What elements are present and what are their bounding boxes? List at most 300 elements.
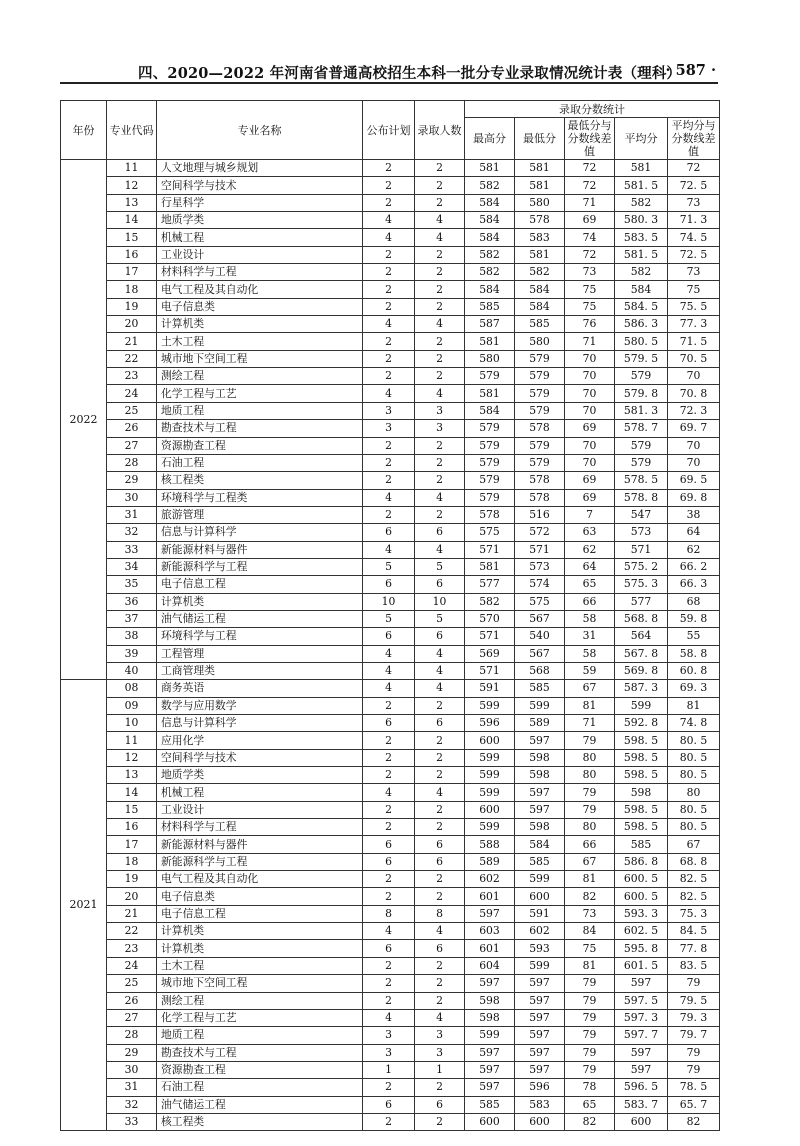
avg-cell: 597. 7 — [615, 1027, 668, 1044]
admitted-cell: 8 — [415, 905, 465, 922]
table-row — [61, 732, 720, 749]
avg-cell: 580. 3 — [615, 212, 668, 229]
avg-diff-cell: 58. 8 — [668, 645, 720, 662]
max-cell: 597 — [465, 975, 515, 992]
avg-diff-cell: 79. 5 — [668, 992, 720, 1009]
min-cell: 583 — [515, 1096, 565, 1113]
name-cell: 计算机类 — [157, 316, 363, 333]
name-cell: 地质学类 — [157, 767, 363, 784]
avg-diff-cell: 78. 5 — [668, 1079, 720, 1096]
avg-diff-cell: 82. 5 — [668, 888, 720, 905]
avg-diff-cell: 79. 7 — [668, 1027, 720, 1044]
min-cell: 578 — [515, 472, 565, 489]
code-cell: 22 — [107, 923, 157, 940]
name-cell: 油气储运工程 — [157, 1096, 363, 1113]
admitted-cell: 2 — [415, 957, 465, 974]
avg-diff-cell: 74. 8 — [668, 715, 720, 732]
code-cell: 37 — [107, 610, 157, 627]
name-cell: 工业设计 — [157, 246, 363, 263]
table-row — [61, 975, 720, 992]
min-cell: 575 — [515, 593, 565, 610]
min-diff-cell: 71 — [565, 333, 615, 350]
table-row — [61, 645, 720, 662]
code-cell: 35 — [107, 576, 157, 593]
table-row — [61, 160, 720, 177]
col-header-plan: 公布计划 — [363, 101, 415, 160]
name-cell: 环境科学与工程 — [157, 628, 363, 645]
table-row — [61, 1044, 720, 1061]
plan-cell: 2 — [363, 992, 415, 1009]
max-cell: 581 — [465, 333, 515, 350]
min-cell: 584 — [515, 298, 565, 315]
name-cell: 电子信息类 — [157, 888, 363, 905]
code-cell: 25 — [107, 402, 157, 419]
name-cell: 电气工程及其自动化 — [157, 871, 363, 888]
min-diff-cell: 82 — [565, 888, 615, 905]
avg-cell: 568. 8 — [615, 610, 668, 627]
name-cell: 石油工程 — [157, 454, 363, 471]
admitted-cell: 2 — [415, 749, 465, 766]
code-cell: 30 — [107, 1061, 157, 1078]
code-cell: 24 — [107, 385, 157, 402]
min-diff-cell: 7 — [565, 506, 615, 523]
max-cell: 571 — [465, 628, 515, 645]
table-row — [61, 836, 720, 853]
table-row — [61, 576, 720, 593]
admitted-cell: 3 — [415, 402, 465, 419]
min-diff-cell: 79 — [565, 1061, 615, 1078]
max-cell: 579 — [465, 368, 515, 385]
min-diff-cell: 84 — [565, 923, 615, 940]
avg-diff-cell: 66. 3 — [668, 576, 720, 593]
table-row — [61, 1009, 720, 1026]
avg-diff-cell: 65. 7 — [668, 1096, 720, 1113]
avg-diff-cell: 84. 5 — [668, 923, 720, 940]
min-cell: 597 — [515, 1061, 565, 1078]
col-header-name: 专业名称 — [157, 101, 363, 160]
code-cell: 13 — [107, 194, 157, 211]
code-cell: 26 — [107, 420, 157, 437]
code-cell: 40 — [107, 662, 157, 679]
avg-cell: 598. 5 — [615, 767, 668, 784]
avg-cell: 581. 5 — [615, 246, 668, 263]
min-diff-cell: 66 — [565, 593, 615, 610]
col-header-max: 最高分 — [465, 118, 515, 160]
code-cell: 25 — [107, 975, 157, 992]
max-cell: 582 — [465, 593, 515, 610]
plan-cell: 2 — [363, 454, 415, 471]
admitted-cell: 5 — [415, 610, 465, 627]
avg-diff-cell: 67 — [668, 836, 720, 853]
table-row — [61, 420, 720, 437]
code-cell: 14 — [107, 784, 157, 801]
avg-diff-cell: 38 — [668, 506, 720, 523]
code-cell: 12 — [107, 177, 157, 194]
avg-cell: 599 — [615, 697, 668, 714]
code-cell: 18 — [107, 281, 157, 298]
admitted-cell: 5 — [415, 558, 465, 575]
avg-cell: 584. 5 — [615, 298, 668, 315]
min-diff-cell: 79 — [565, 992, 615, 1009]
avg-diff-cell: 59. 8 — [668, 610, 720, 627]
min-diff-cell: 79 — [565, 1044, 615, 1061]
code-cell: 12 — [107, 749, 157, 766]
code-cell: 16 — [107, 819, 157, 836]
max-cell: 603 — [465, 923, 515, 940]
table-row — [61, 264, 720, 281]
min-diff-cell: 70 — [565, 368, 615, 385]
min-cell: 593 — [515, 940, 565, 957]
avg-diff-cell: 70 — [668, 368, 720, 385]
table-row — [61, 957, 720, 974]
avg-diff-cell: 80 — [668, 784, 720, 801]
plan-cell: 2 — [363, 264, 415, 281]
plan-cell: 2 — [363, 368, 415, 385]
min-cell: 597 — [515, 992, 565, 1009]
name-cell: 新能源科学与工程 — [157, 853, 363, 870]
code-cell: 17 — [107, 264, 157, 281]
name-cell: 电子信息类 — [157, 298, 363, 315]
min-cell: 572 — [515, 524, 565, 541]
table-row — [61, 871, 720, 888]
plan-cell: 2 — [363, 801, 415, 818]
min-cell: 579 — [515, 385, 565, 402]
min-diff-cell: 70 — [565, 437, 615, 454]
table-row — [61, 177, 720, 194]
plan-cell: 2 — [363, 957, 415, 974]
name-cell: 新能源材料与器件 — [157, 541, 363, 558]
name-cell: 商务英语 — [157, 680, 363, 697]
code-cell: 39 — [107, 645, 157, 662]
min-cell: 602 — [515, 923, 565, 940]
avg-diff-cell: 71. 5 — [668, 333, 720, 350]
min-diff-cell: 70 — [565, 350, 615, 367]
avg-diff-cell: 79 — [668, 975, 720, 992]
avg-diff-cell: 69. 3 — [668, 680, 720, 697]
admitted-cell: 4 — [415, 680, 465, 697]
name-cell: 行星科学 — [157, 194, 363, 211]
min-diff-cell: 75 — [565, 281, 615, 298]
admitted-cell: 6 — [415, 853, 465, 870]
max-cell: 589 — [465, 853, 515, 870]
plan-cell: 2 — [363, 871, 415, 888]
avg-diff-cell: 72. 3 — [668, 402, 720, 419]
min-diff-cell: 74 — [565, 229, 615, 246]
avg-cell: 597. 5 — [615, 992, 668, 1009]
min-cell: 579 — [515, 350, 565, 367]
avg-cell: 598. 5 — [615, 732, 668, 749]
min-diff-cell: 81 — [565, 697, 615, 714]
avg-diff-cell: 69. 5 — [668, 472, 720, 489]
avg-cell: 580. 5 — [615, 333, 668, 350]
table-row — [61, 489, 720, 506]
max-cell: 597 — [465, 905, 515, 922]
admitted-cell: 2 — [415, 801, 465, 818]
plan-cell: 3 — [363, 402, 415, 419]
max-cell: 577 — [465, 576, 515, 593]
admitted-cell: 6 — [415, 1096, 465, 1113]
avg-cell: 592. 8 — [615, 715, 668, 732]
min-cell: 567 — [515, 610, 565, 627]
avg-cell: 595. 8 — [615, 940, 668, 957]
admitted-cell: 1 — [415, 1061, 465, 1078]
name-cell: 勘查技术与工程 — [157, 420, 363, 437]
table-row — [61, 992, 720, 1009]
avg-cell: 598. 5 — [615, 801, 668, 818]
table-row — [61, 368, 720, 385]
admitted-cell: 2 — [415, 350, 465, 367]
plan-cell: 2 — [363, 506, 415, 523]
avg-diff-cell: 66. 2 — [668, 558, 720, 575]
avg-cell: 597 — [615, 1044, 668, 1061]
admitted-cell: 10 — [415, 593, 465, 610]
max-cell: 598 — [465, 992, 515, 1009]
avg-cell: 575. 2 — [615, 558, 668, 575]
page-header — [60, 62, 718, 84]
avg-diff-cell: 80. 5 — [668, 767, 720, 784]
admitted-cell: 2 — [415, 819, 465, 836]
admitted-cell: 3 — [415, 1044, 465, 1061]
avg-cell: 581 — [615, 160, 668, 177]
min-diff-cell: 80 — [565, 749, 615, 766]
min-diff-cell: 79 — [565, 1027, 615, 1044]
min-diff-cell: 72 — [565, 246, 615, 263]
min-cell: 585 — [515, 853, 565, 870]
code-cell: 20 — [107, 888, 157, 905]
admitted-cell: 6 — [415, 628, 465, 645]
plan-cell: 2 — [363, 298, 415, 315]
code-cell: 11 — [107, 732, 157, 749]
avg-diff-cell: 70. 8 — [668, 385, 720, 402]
admitted-cell: 2 — [415, 506, 465, 523]
max-cell: 570 — [465, 610, 515, 627]
table-row — [61, 385, 720, 402]
min-diff-cell: 71 — [565, 194, 615, 211]
min-cell: 600 — [515, 888, 565, 905]
avg-diff-cell: 74. 5 — [668, 229, 720, 246]
avg-diff-cell: 81 — [668, 697, 720, 714]
min-diff-cell: 79 — [565, 732, 615, 749]
max-cell: 581 — [465, 558, 515, 575]
plan-cell: 2 — [363, 732, 415, 749]
min-cell: 578 — [515, 420, 565, 437]
plan-cell: 2 — [363, 194, 415, 211]
min-cell: 571 — [515, 541, 565, 558]
admitted-cell: 4 — [415, 316, 465, 333]
min-diff-cell: 70 — [565, 454, 615, 471]
min-cell: 573 — [515, 558, 565, 575]
avg-cell: 585 — [615, 836, 668, 853]
max-cell: 599 — [465, 819, 515, 836]
avg-cell: 579. 8 — [615, 385, 668, 402]
name-cell: 核工程类 — [157, 1113, 363, 1130]
admitted-cell: 2 — [415, 281, 465, 298]
avg-cell: 564 — [615, 628, 668, 645]
col-header-min-diff: 最低分与分数线差值 — [565, 118, 615, 160]
avg-cell: 579. 5 — [615, 350, 668, 367]
avg-diff-cell: 70 — [668, 454, 720, 471]
avg-diff-cell: 82. 5 — [668, 871, 720, 888]
min-diff-cell: 58 — [565, 645, 615, 662]
avg-cell: 581. 5 — [615, 177, 668, 194]
avg-cell: 581. 3 — [615, 402, 668, 419]
plan-cell: 6 — [363, 628, 415, 645]
table-row — [61, 350, 720, 367]
table-row — [61, 662, 720, 679]
avg-cell: 586. 3 — [615, 316, 668, 333]
admitted-cell: 4 — [415, 229, 465, 246]
table-row — [61, 454, 720, 471]
avg-cell: 597 — [615, 975, 668, 992]
min-cell: 597 — [515, 1009, 565, 1026]
name-cell: 环境科学与工程类 — [157, 489, 363, 506]
admitted-cell: 2 — [415, 975, 465, 992]
table-row — [61, 888, 720, 905]
table-row — [61, 940, 720, 957]
code-cell: 22 — [107, 350, 157, 367]
code-cell: 21 — [107, 905, 157, 922]
min-diff-cell: 64 — [565, 558, 615, 575]
plan-cell: 6 — [363, 715, 415, 732]
code-cell: 10 — [107, 715, 157, 732]
min-cell: 589 — [515, 715, 565, 732]
max-cell: 601 — [465, 888, 515, 905]
code-cell: 34 — [107, 558, 157, 575]
min-diff-cell: 66 — [565, 836, 615, 853]
plan-cell: 4 — [363, 489, 415, 506]
max-cell: 597 — [465, 1079, 515, 1096]
plan-cell: 2 — [363, 246, 415, 263]
min-cell: 578 — [515, 212, 565, 229]
admitted-cell: 4 — [415, 784, 465, 801]
admitted-cell: 3 — [415, 1027, 465, 1044]
name-cell: 油气储运工程 — [157, 610, 363, 627]
min-diff-cell: 79 — [565, 975, 615, 992]
avg-diff-cell: 82 — [668, 1113, 720, 1130]
name-cell: 土木工程 — [157, 957, 363, 974]
max-cell: 579 — [465, 472, 515, 489]
plan-cell: 2 — [363, 333, 415, 350]
max-cell: 584 — [465, 281, 515, 298]
avg-diff-cell: 73 — [668, 194, 720, 211]
code-cell: 17 — [107, 836, 157, 853]
max-cell: 581 — [465, 385, 515, 402]
table-row — [61, 905, 720, 922]
min-cell: 584 — [515, 836, 565, 853]
code-cell: 31 — [107, 1079, 157, 1096]
table-row — [61, 784, 720, 801]
admitted-cell: 2 — [415, 333, 465, 350]
admitted-cell: 2 — [415, 246, 465, 263]
table-row — [61, 524, 720, 541]
avg-cell: 600. 5 — [615, 871, 668, 888]
admitted-cell: 2 — [415, 888, 465, 905]
min-cell: 583 — [515, 229, 565, 246]
plan-cell: 6 — [363, 524, 415, 541]
table-row — [61, 1113, 720, 1130]
code-cell: 28 — [107, 1027, 157, 1044]
admitted-cell: 2 — [415, 437, 465, 454]
name-cell: 地质工程 — [157, 1027, 363, 1044]
avg-diff-cell: 62 — [668, 541, 720, 558]
table-row — [61, 767, 720, 784]
code-cell: 19 — [107, 298, 157, 315]
min-diff-cell: 73 — [565, 905, 615, 922]
avg-cell: 601. 5 — [615, 957, 668, 974]
min-cell: 598 — [515, 767, 565, 784]
min-diff-cell: 81 — [565, 871, 615, 888]
min-cell: 540 — [515, 628, 565, 645]
plan-cell: 1 — [363, 1061, 415, 1078]
admitted-cell: 4 — [415, 541, 465, 558]
name-cell: 化学工程与工艺 — [157, 1009, 363, 1026]
admitted-cell: 2 — [415, 264, 465, 281]
min-cell: 597 — [515, 1044, 565, 1061]
plan-cell: 2 — [363, 749, 415, 766]
min-diff-cell: 69 — [565, 472, 615, 489]
name-cell: 化学工程与工艺 — [157, 385, 363, 402]
max-cell: 599 — [465, 1027, 515, 1044]
min-cell: 581 — [515, 246, 565, 263]
avg-cell: 547 — [615, 506, 668, 523]
avg-cell: 586. 8 — [615, 853, 668, 870]
plan-cell: 6 — [363, 940, 415, 957]
avg-cell: 583. 5 — [615, 229, 668, 246]
avg-cell: 567. 8 — [615, 645, 668, 662]
plan-cell: 2 — [363, 697, 415, 714]
plan-cell: 2 — [363, 472, 415, 489]
admitted-cell: 2 — [415, 177, 465, 194]
code-cell: 21 — [107, 333, 157, 350]
avg-diff-cell: 71. 3 — [668, 212, 720, 229]
table-row — [61, 212, 720, 229]
name-cell: 机械工程 — [157, 784, 363, 801]
plan-cell: 2 — [363, 1079, 415, 1096]
name-cell: 计算机类 — [157, 593, 363, 610]
max-cell: 591 — [465, 680, 515, 697]
plan-cell: 4 — [363, 541, 415, 558]
min-cell: 579 — [515, 402, 565, 419]
plan-cell: 2 — [363, 1113, 415, 1130]
name-cell: 城市地下空间工程 — [157, 975, 363, 992]
admitted-cell: 2 — [415, 194, 465, 211]
admitted-cell: 6 — [415, 715, 465, 732]
max-cell: 599 — [465, 749, 515, 766]
code-cell: 11 — [107, 160, 157, 177]
min-diff-cell: 78 — [565, 1079, 615, 1096]
avg-diff-cell: 70 — [668, 437, 720, 454]
name-cell: 新能源材料与器件 — [157, 836, 363, 853]
min-cell: 597 — [515, 732, 565, 749]
code-cell: 30 — [107, 489, 157, 506]
code-cell: 08 — [107, 680, 157, 697]
name-cell: 地质学类 — [157, 212, 363, 229]
min-diff-cell: 71 — [565, 715, 615, 732]
table-body — [61, 160, 720, 1131]
min-diff-cell: 63 — [565, 524, 615, 541]
min-cell: 578 — [515, 489, 565, 506]
admitted-cell: 4 — [415, 645, 465, 662]
name-cell: 城市地下空间工程 — [157, 350, 363, 367]
min-cell: 581 — [515, 160, 565, 177]
code-cell: 14 — [107, 212, 157, 229]
max-cell: 599 — [465, 767, 515, 784]
avg-cell: 569. 8 — [615, 662, 668, 679]
min-diff-cell: 65 — [565, 1096, 615, 1113]
min-cell: 579 — [515, 437, 565, 454]
avg-diff-cell: 72. 5 — [668, 177, 720, 194]
min-cell: 581 — [515, 177, 565, 194]
